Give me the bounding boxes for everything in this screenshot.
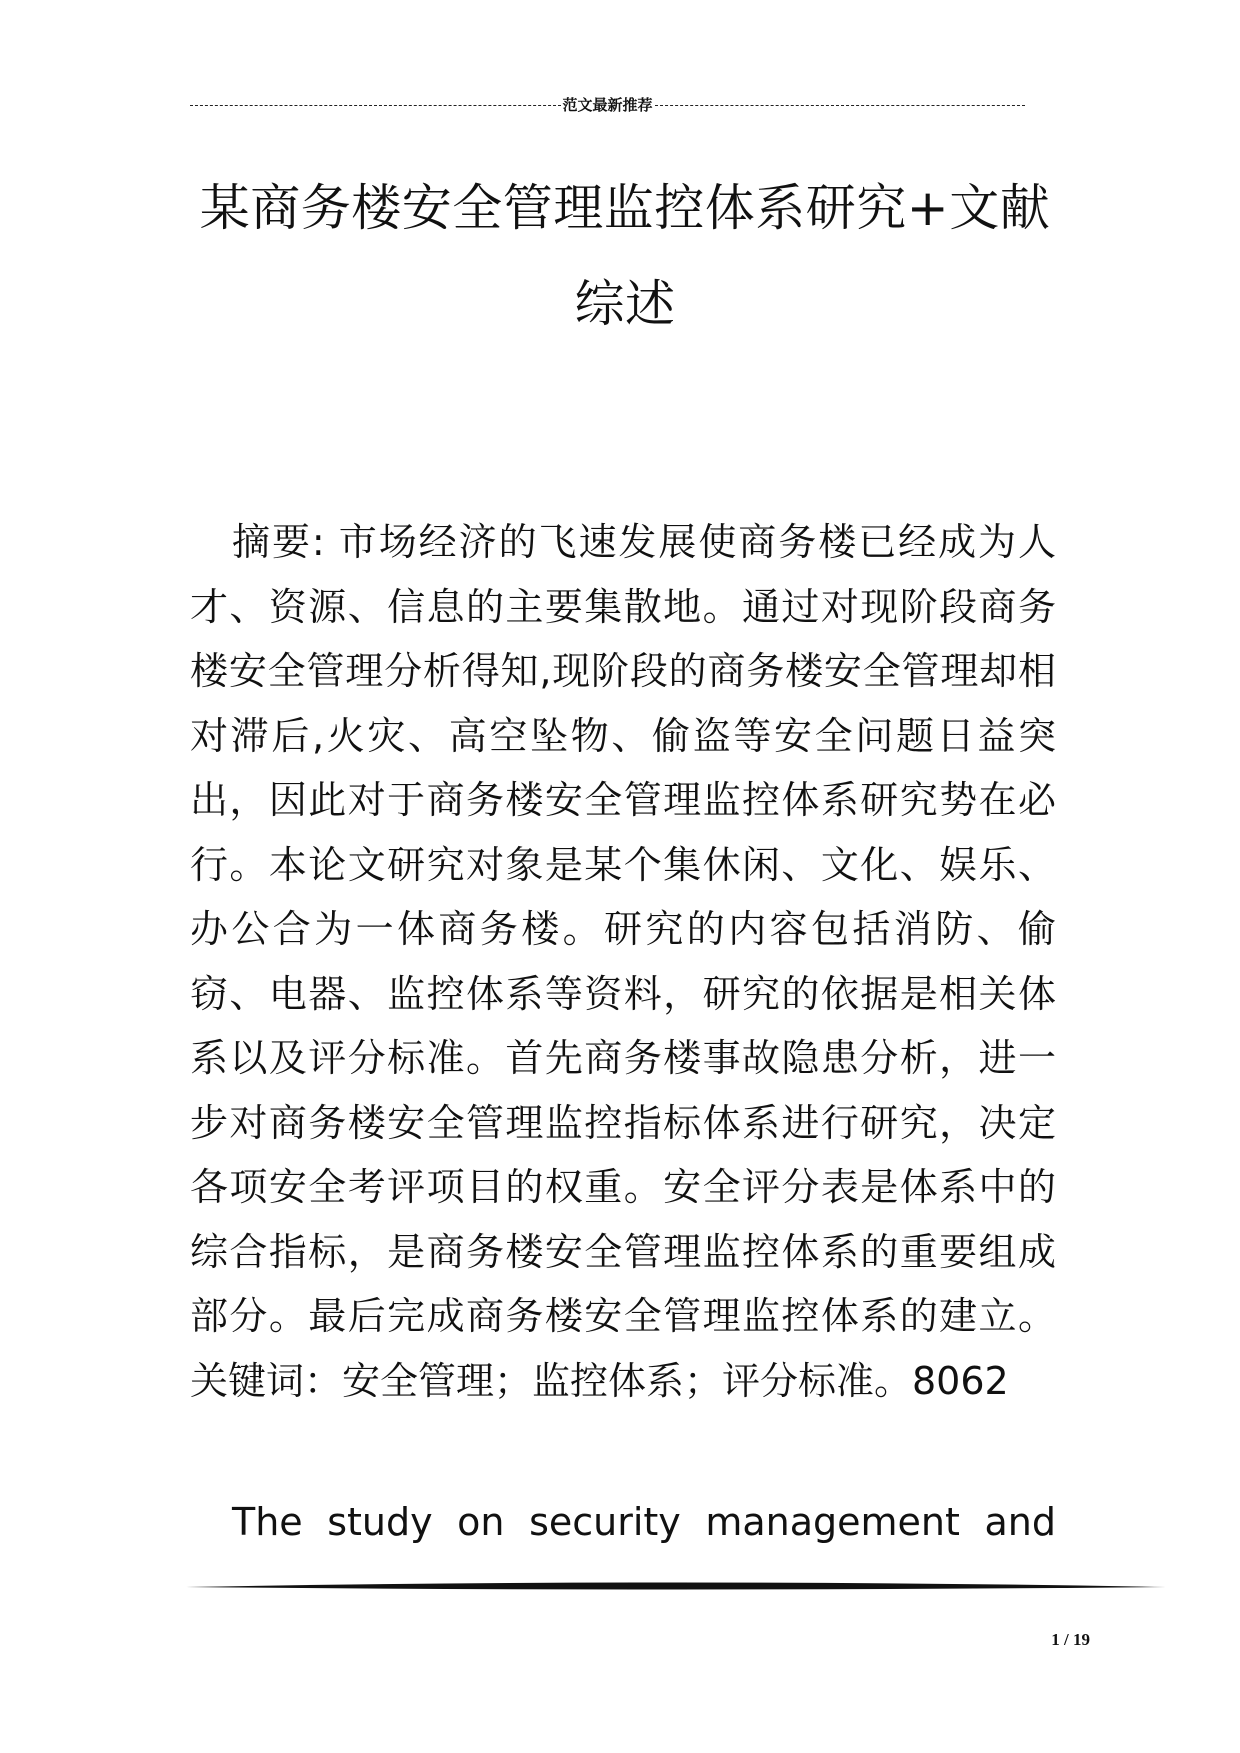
- english-word: The: [232, 1500, 303, 1544]
- page-separator: /: [1064, 1630, 1069, 1649]
- english-title-line: [232, 1492, 1056, 1552]
- page-number: [1000, 1630, 1090, 1650]
- document-title: 某商务楼安全管理监控体系研究+文献综述: [199, 179, 1051, 333]
- english-word: study: [327, 1500, 433, 1544]
- english-word: management: [705, 1500, 960, 1544]
- header-label: 范文最新推荐: [562, 97, 653, 114]
- footer-rule: [186, 1580, 1166, 1594]
- page-current: 1: [1051, 1630, 1060, 1649]
- header-dash-right: [655, 105, 1026, 106]
- english-word: and: [984, 1500, 1056, 1544]
- header-dash-left: [190, 105, 561, 106]
- abstract-paragraph: 摘要: 市场经济的飞速发展使商务楼已经成为人才、资源、信息的主要集散地。通过对现阶段商务楼安全管理分析得知,现阶段的商务楼安全管理却相对滞后,火灾、高空坠物、偷盗等安全问题日益突出，因此对于商务楼安全管理监控体系研究势在必行。本论文研究对象是某个集休闲、文化、娱乐、办公合为一体商务楼。研究的内容包括消防、偷窃、电器、监控体系等资料，研究的依据是相关体系以及评分标准。首先商务楼事故隐患分析，进一步对商务楼安全管理监控指标体系进行研究，决定各项安全考评项目的权重。安全评分表是体系中的综合指标，是商务楼安全管理监控体系的重要组成部分。最后完成商务楼安全管理监控体系的建立。关键词：安全管理；监控体系；评分标准。8062: [190, 520, 1056, 1403]
- page-header: [190, 92, 1025, 116]
- page-total: 19: [1073, 1630, 1090, 1649]
- english-word: security: [529, 1500, 681, 1544]
- english-word: on: [457, 1500, 505, 1544]
